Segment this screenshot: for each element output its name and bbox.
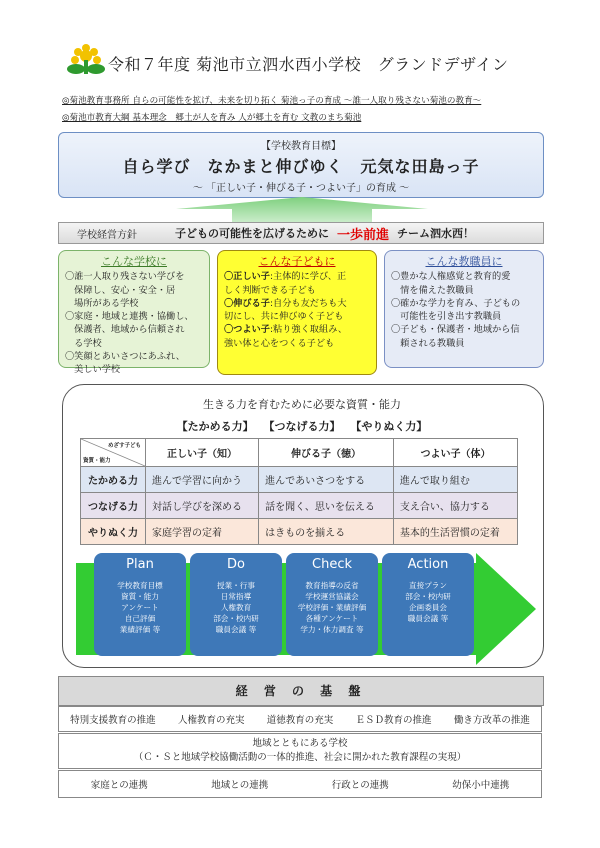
pdca-item: アンケート [121,603,159,612]
ideal-school-line: る学校 [65,337,102,349]
matrix-col-header: 正しい子（知） [146,439,259,467]
pdca-item: 各種アンケート [305,614,359,623]
matrix-row-header: つなげる力 [81,493,146,519]
pdca-item: 職員会議 等 [407,614,449,623]
ideal-child-title: こんな子どもに [258,255,336,268]
ideal-teacher-line: 情を備えた教職員 [391,284,474,296]
pdca-item: 学校評価・業績評価 [297,603,367,612]
ideal-teacher-card [384,250,544,368]
community-title: 地域とともにある学校 [252,738,348,749]
partnership-item: 家庭との連携 [90,780,148,791]
school-goal-box [58,132,544,198]
matrix-cell: 進んで学習に向かう [146,467,259,493]
matrix-cell: 進んであいさつをする [259,467,394,493]
pdca-item: 教育指導の反省 [305,581,359,590]
ideal-teacher-line: 〇子ども・保護者・地域から信 [391,324,520,336]
matrix-col-header: 伸びる子（徳） [259,439,394,467]
matrix-row [81,493,518,519]
ideal-school-line: 保護者、地域から信頼され [65,324,185,336]
matrix-cell: 支え合い、協力する [393,493,517,519]
policy-highlight: 一歩前進 [337,227,390,243]
partnership-row [58,770,542,798]
pdca-item: 部会・校内研 [405,592,451,601]
policy-label: 学校経営方針 [77,229,137,241]
base-initiatives-row [58,706,542,732]
ideal-child-line [224,323,370,336]
ideal-child-line [224,270,370,283]
goal-sub-text: ～ 「正しい子・伸びる子・つよい子」の育成 ～ [192,183,410,194]
matrix-cell: 対話し学びを深める [146,493,259,519]
pdca-action-title: Action [407,557,449,572]
pdca-plan-title: Plan [126,557,154,572]
matrix-row-header: やりぬく力 [81,519,146,545]
ideal-teacher-line: 〇豊かな人権感覚と教育的愛 [391,271,511,283]
ideal-child-type: 〇つよい子 [224,324,270,336]
pdca-item: 自己評価 [124,614,156,623]
matrix-row [81,467,518,493]
ideal-child-line [224,337,370,350]
ideal-school-title: こんな学校に [101,255,167,268]
community-school-box [58,733,542,769]
matrix-cell: 進んで取り組む [393,467,517,493]
goal-main-text: 自ら学び なかまと伸びゆく 元気な田島っ子 [122,157,480,176]
competency-matrix [80,438,518,545]
ideal-child-card [217,250,377,375]
management-policy-bar [58,222,544,244]
matrix-corner-top: めざす子ども [107,443,141,449]
pdca-plan-items [94,580,186,635]
pdca-item: 直接プラン [409,581,447,590]
management-base-title: 経 営 の 基 盤 [58,676,544,706]
ideal-child-description: 切にし、共に伸びゆく子ども [224,311,344,323]
ideal-child-description: しく判断できる子ども [224,284,316,296]
base-initiative: 道徳教育の充実 [266,715,334,726]
matrix-corner-bottom: 資質・能力 [83,458,111,464]
ideal-teacher-title: こんな教職員に [425,255,503,268]
competency-panel-subtitle: 【たかめる力】 【つなげる力】 【やりぬく力】 [176,420,428,433]
matrix-col-header: つよい子（体） [393,439,517,467]
ideal-school-line: 〇誰一人取り残さない学びを [65,271,185,283]
partnership-item: 幼保小中連携 [452,780,510,791]
matrix-row-header: たかめる力 [81,467,146,493]
base-initiative: ＥＳＤ教育の推進 [355,715,432,726]
ideal-child-description: :主体的に学び、正 [269,271,347,283]
pdca-do-box [190,553,282,656]
matrix-row [81,519,518,545]
ideal-child-type: 〇伸びる子 [224,297,270,309]
ideal-school-card [58,250,210,376]
ideal-child-line [224,297,370,310]
lead-policy-line-1: ◎菊池教育事務所 自らの可能性を拡げ、未来を切り拓く 菊池っ子の育成 ～誰一人取り残さない菊池の教育～ [62,96,482,106]
competency-panel-title: 生きる力を育むために必要な資質・能力 [203,398,401,411]
ideal-school-line: 〇家庭・地域と連携・協働し、 [65,311,194,323]
pdca-item: 学力・体力調査 等 [300,625,364,634]
ideal-school-line: 美しい学校 [65,364,121,376]
pdca-do-title: Do [227,557,245,572]
ideal-teacher-line: 頼される教職員 [391,337,465,349]
pdca-item: 企画委員会 [409,603,447,612]
ideal-teacher-line: 可能性を引き出す教職員 [391,311,502,323]
base-initiative: 働き方改革の推進 [453,715,530,726]
ideal-child-description: :自分も友だちも大 [269,297,347,309]
pdca-item: 授業・行事 [217,581,255,590]
matrix-cell: 話を聞く、思いを伝える [259,493,394,519]
ideal-school-line: 場所がある学校 [65,297,139,309]
page-title: 令和７年度 菊池市立泗水西小学校 グランドデザイン [108,55,509,74]
ideal-school-line: 保障し、安心・安全・居 [65,284,176,296]
pdca-item: 業績評価 等 [119,625,161,634]
partnership-item: 地域との連携 [211,780,269,791]
pdca-check-box [286,553,378,656]
matrix-cell: 基本的生活習慣の定着 [393,519,517,545]
community-subtitle: （Ｃ・Ｓと地域学校協働活動の一体的推進、社会に開かれた教育課程の実現） [133,752,467,763]
pdca-action-items [382,580,474,624]
base-initiative: 人権教育の充実 [177,715,245,726]
pdca-item: 部会・校内研 [213,614,259,623]
pdca-item: 学校運営協議会 [305,592,359,601]
lead-policy-line-2: ◎菊池市教育大綱 基本理念 郷土が人を育み 人が郷土を育む 文教のまち菊池 [62,113,362,123]
partnership-item: 行政との連携 [331,780,389,791]
pdca-do-items [190,580,282,635]
pdca-check-title: Check [312,557,352,572]
matrix-cell: はきものを揃える [259,519,394,545]
ideal-child-line [224,310,370,323]
base-initiative: 特別支援教育の推進 [70,715,156,726]
ideal-school-line: 〇笑顔とあいさつにあふれ、 [65,351,185,363]
pdca-item: 日常指導 [220,592,252,601]
matrix-cell: 家庭学習の定着 [146,519,259,545]
pdca-check-items [286,580,378,635]
policy-team: チーム泗水西！ [397,227,475,240]
ideal-child-type: 〇正しい子 [224,271,270,283]
matrix-corner-cell [81,439,146,467]
ideal-child-line [224,284,370,297]
pdca-item: 職員会議 等 [215,625,257,634]
policy-text: 子どもの可能性を広げるために [175,227,329,240]
pdca-plan-box [94,553,186,656]
pdca-item: 人権教育 [220,603,252,612]
pdca-item: 資質・能力 [121,592,159,601]
ideal-child-description: :粘り強く取組み、 [269,324,348,336]
ideal-child-description: 強い体と心をつくる子ども [224,337,335,349]
pdca-action-box [382,553,474,656]
goal-label: 【学校教育目標】 [261,141,341,152]
pdca-item: 学校教育目標 [117,581,163,590]
ideal-teacher-line: 〇確かな学力を育み、子どもの [391,297,521,309]
school-flower-logo [66,42,106,78]
